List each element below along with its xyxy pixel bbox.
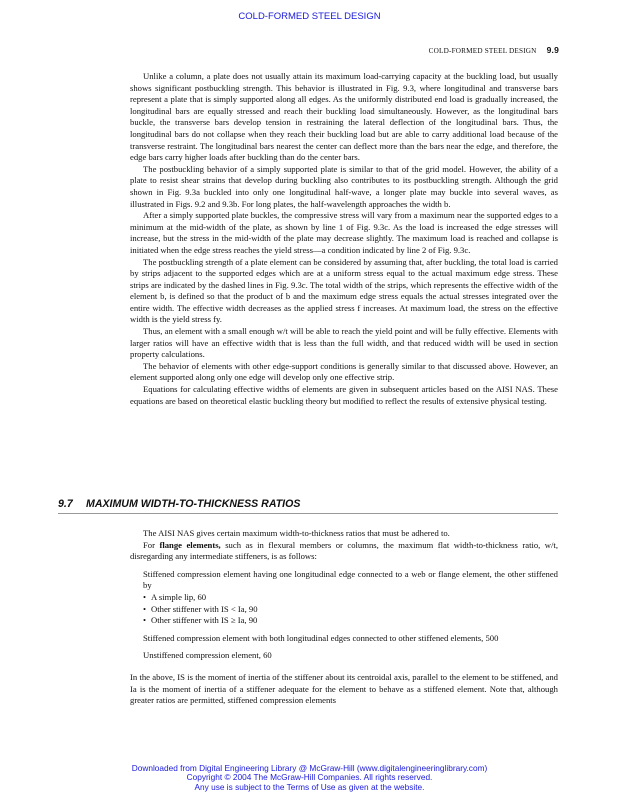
body-text — [130, 71, 558, 407]
paragraph: For flange elements, such as in flexural members or columns, the maximum flat width-to-thickness ratio, w/t, disregarding any intermediate stiffeners, is as follows: — [130, 539, 558, 562]
section-heading — [58, 498, 558, 514]
list-item: • Other stiffener with IS ≥ Ia, 90 — [143, 615, 558, 627]
footer-line: Any use is subject to the Terms of Use as given at the website. — [194, 781, 425, 792]
paragraph: The postbuckling strength of a plate element can be considered by assuming that, after buckling, the total load is carried by strips adjacent to the supported edges which are at a uniform stress equal to the actual maximum edge stress. These strips are indicated by the dashed lines in Fig. 9.3c. The total width of the strips, which represents the effective width of the element b, is defined so that the product of b and the maximum edge stress equals the actual stresses integrated over the entire width. The effective width decreases as the applied stress f increases. At maximum load, the stress on the effective width is the yield stress fy. — [130, 256, 558, 325]
footer-line: Copyright © 2004 The McGraw-Hill Companies. All rights reserved. — [186, 772, 433, 782]
paragraph: The AISI NAS gives certain maximum width-to-thickness ratios that must be adhered to. — [143, 528, 450, 538]
limit-both-edges: Stiffened compression element with both longitudinal edges connected to other stiffened elements, 500 — [143, 632, 499, 643]
section-number: 9.7 — [58, 498, 73, 510]
bold-term: flange elements, — [159, 539, 221, 550]
section-title: MAXIMUM WIDTH-TO-THICKNESS RATIOS — [86, 498, 301, 510]
paragraph: The behavior of elements with other edge-support conditions is generally similar to that discussed above. However, an element supported along only one edge will develop only one effective strip. — [130, 360, 558, 383]
list-item: • Other stiffener with IS < Ia, 90 — [143, 604, 558, 616]
footer — [0, 764, 619, 793]
paragraph: In the above, IS is the moment of inertia of the stiffener about its centroidal axis, parallel to the element to be stiffened, and Ia is the moment of inertia of a stiffener adequate for the element to behave as a stiffened element. Note that, although greater ratios are permitted, stiffened compression elements — [130, 671, 558, 706]
limits-intro: Stiffened compression element having one longitudinal edge connected to a web or flange element, the other stiffened by — [143, 568, 558, 591]
paragraph: Unlike a column, a plate does not usually attain its maximum load-carrying capacity at the buckling load, but usually shows significant postbuckling strength. This behavior is illustrated in Fig. 9.3, where longitudinal and transverse bars represent a plate that is simply supported along all edges. As the uniformly distributed end load is gradually increased, the longitudinal bars are equally stressed and reach their buckling load simultaneously. However, as the longitudinal bars buckle, the transverse bars develop tension in restraining the lateral deflection of the longitudinal bars. Thus, the longitudinal bars do not collapse when they reach their buckling load but are able to carry additional load because of the transverse restraint. The longitudinal bars nearest the center can deflect more than the bars near the edge, and therefore, the edge bars carry higher loads after buckling than do the center bars. — [130, 71, 558, 163]
list-item: • A simple lip, 60 — [143, 592, 558, 604]
paragraph: After a simply supported plate buckles, the compressive stress will vary from a maximum near the supported edges to a minimum at the mid-width of the plate, as shown by line 1 of Fig. 9.3c. As the load is increased the edge stresses will increase, but the stress in the mid-width of the plate may decrease slightly. The maximum load is reached and collapse is initiated when the edge stress reaches the yield stress—a condition indicated by line 2 of Fig. 9.3c. — [130, 210, 558, 255]
top-banner: COLD-FORMED STEEL DESIGN — [238, 11, 381, 22]
paragraph: Equations for calculating effective widths of elements are given in subsequent articles based on the AISI NAS. These equations are based on theoretical elastic buckling theory but modified to reflect the results of extensive physical testing. — [130, 384, 558, 406]
paragraph: Thus, an element with a small enough w/t will be able to reach the yield point and will be fully effective. Elements with larger ratios will have an effective width that is less than the full width, and that reduced width will be used in section property calculations. — [130, 326, 558, 360]
paragraph: The postbuckling behavior of a simply supported plate is similar to that of the grid model. However, the ability of a plate to resist shear strains that develop during buckling also contributes to its postbuckling strength. Although the grid shown in Fig. 9.3a buckled into only one longitudinal half-wave, a longer plate may buckle into several waves, as illustrated in Figs. 9.2 and 9.3b. For long plates, the half-wavelength approaches the width b. — [130, 163, 558, 209]
section-body — [130, 528, 558, 707]
limits-list — [143, 592, 558, 627]
limit-unstiffened: Unstiffened compression element, 60 — [143, 650, 272, 661]
running-head-title: COLD-FORMED STEEL DESIGN — [428, 47, 537, 55]
page-number: 9.9 — [546, 45, 559, 55]
footer-line[interactable]: Downloaded from Digital Engineering Library @ McGraw-Hill (www.digitalengineeringlibrary.com) — [131, 762, 488, 773]
running-head — [429, 45, 559, 55]
